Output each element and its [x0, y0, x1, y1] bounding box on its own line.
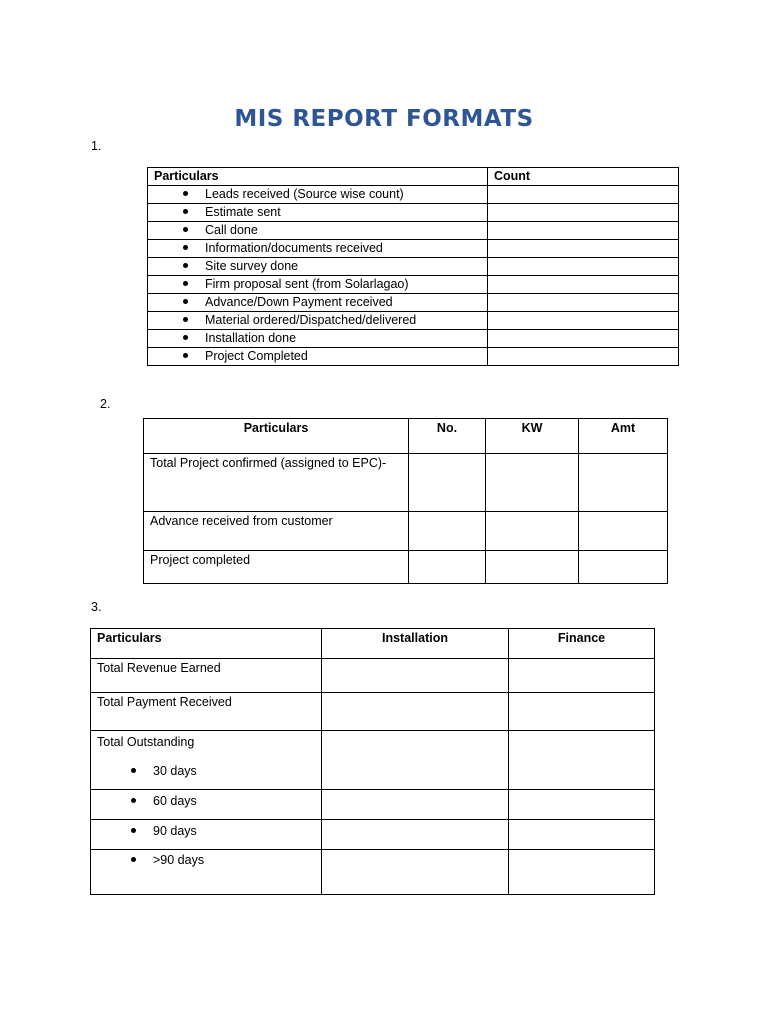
revenue-table	[90, 628, 655, 895]
installation-cell[interactable]	[322, 731, 509, 790]
finance-cell[interactable]	[509, 850, 655, 895]
row-label: Advance/Down Payment received	[148, 294, 488, 312]
table-row	[91, 850, 655, 895]
count-cell[interactable]	[488, 294, 679, 312]
row-label: Advance received from customer	[144, 512, 409, 551]
finance-cell[interactable]	[509, 693, 655, 731]
row-label: Firm proposal sent (from Solarlagao)	[148, 276, 488, 294]
outstanding-60-label: 60 days	[97, 793, 315, 809]
outstanding-30-label: 30 days	[97, 763, 315, 779]
table-row	[148, 186, 679, 204]
count-cell[interactable]	[488, 204, 679, 222]
finance-cell[interactable]	[509, 659, 655, 693]
amt-cell[interactable]	[579, 551, 668, 584]
row-label	[91, 790, 322, 820]
row-label: Material ordered/Dispatched/delivered	[148, 312, 488, 330]
table-header-row	[144, 419, 668, 454]
count-cell[interactable]	[488, 330, 679, 348]
outstanding-label: Total Outstanding	[97, 735, 195, 749]
row-label: Estimate sent	[148, 204, 488, 222]
header-particulars: Particulars	[148, 168, 488, 186]
row-label: Total Project confirmed (assigned to EPC)-	[144, 454, 409, 512]
row-label: Project completed	[144, 551, 409, 584]
section-number-1: 1.	[91, 139, 102, 153]
table-row	[148, 348, 679, 366]
table-header-row	[148, 168, 679, 186]
row-label: Total Payment Received	[91, 693, 322, 731]
header-count: Count	[488, 168, 679, 186]
count-cell[interactable]	[488, 258, 679, 276]
table-row	[148, 312, 679, 330]
header-amt: Amt	[579, 419, 668, 454]
no-cell[interactable]	[409, 551, 486, 584]
amt-cell[interactable]	[579, 512, 668, 551]
table-row	[148, 240, 679, 258]
section-number-2: 2.	[100, 397, 111, 411]
table-row	[144, 551, 668, 584]
table-row	[91, 820, 655, 850]
amt-cell[interactable]	[579, 454, 668, 512]
kw-cell[interactable]	[486, 512, 579, 551]
table-row	[91, 693, 655, 731]
table-row	[91, 790, 655, 820]
table-row	[91, 659, 655, 693]
table-row	[148, 204, 679, 222]
header-finance: Finance	[509, 629, 655, 659]
row-label	[91, 820, 322, 850]
table-row	[91, 731, 655, 790]
table-row	[148, 258, 679, 276]
table-row	[148, 276, 679, 294]
row-label: Project Completed	[148, 348, 488, 366]
table-row	[148, 222, 679, 240]
kw-cell[interactable]	[486, 454, 579, 512]
row-label: Call done	[148, 222, 488, 240]
leads-count-table	[147, 167, 679, 366]
installation-cell[interactable]	[322, 820, 509, 850]
table-header-row	[91, 629, 655, 659]
row-label: Installation done	[148, 330, 488, 348]
kw-cell[interactable]	[486, 551, 579, 584]
count-cell[interactable]	[488, 240, 679, 258]
project-summary-table	[143, 418, 668, 584]
finance-cell[interactable]	[509, 731, 655, 790]
section-number-3: 3.	[91, 600, 102, 614]
row-label: Site survey done	[148, 258, 488, 276]
count-cell[interactable]	[488, 312, 679, 330]
installation-cell[interactable]	[322, 850, 509, 895]
table-row	[144, 454, 668, 512]
header-installation: Installation	[322, 629, 509, 659]
no-cell[interactable]	[409, 454, 486, 512]
table-row	[148, 330, 679, 348]
installation-cell[interactable]	[322, 659, 509, 693]
header-kw: KW	[486, 419, 579, 454]
row-label	[91, 850, 322, 895]
header-no: No.	[409, 419, 486, 454]
header-particulars: Particulars	[144, 419, 409, 454]
count-cell[interactable]	[488, 222, 679, 240]
count-cell[interactable]	[488, 348, 679, 366]
header-particulars: Particulars	[91, 629, 322, 659]
row-label: Information/documents received	[148, 240, 488, 258]
outstanding-90-plus-label: >90 days	[97, 852, 315, 868]
finance-cell[interactable]	[509, 790, 655, 820]
installation-cell[interactable]	[322, 790, 509, 820]
no-cell[interactable]	[409, 512, 486, 551]
count-cell[interactable]	[488, 276, 679, 294]
finance-cell[interactable]	[509, 820, 655, 850]
table-row	[148, 294, 679, 312]
page-title: MIS REPORT FORMATS	[234, 106, 534, 132]
outstanding-90-label: 90 days	[97, 823, 315, 839]
row-label: Leads received (Source wise count)	[148, 186, 488, 204]
count-cell[interactable]	[488, 186, 679, 204]
row-label: Total Revenue Earned	[91, 659, 322, 693]
installation-cell[interactable]	[322, 693, 509, 731]
table-row	[144, 512, 668, 551]
row-label-outstanding	[91, 731, 322, 790]
